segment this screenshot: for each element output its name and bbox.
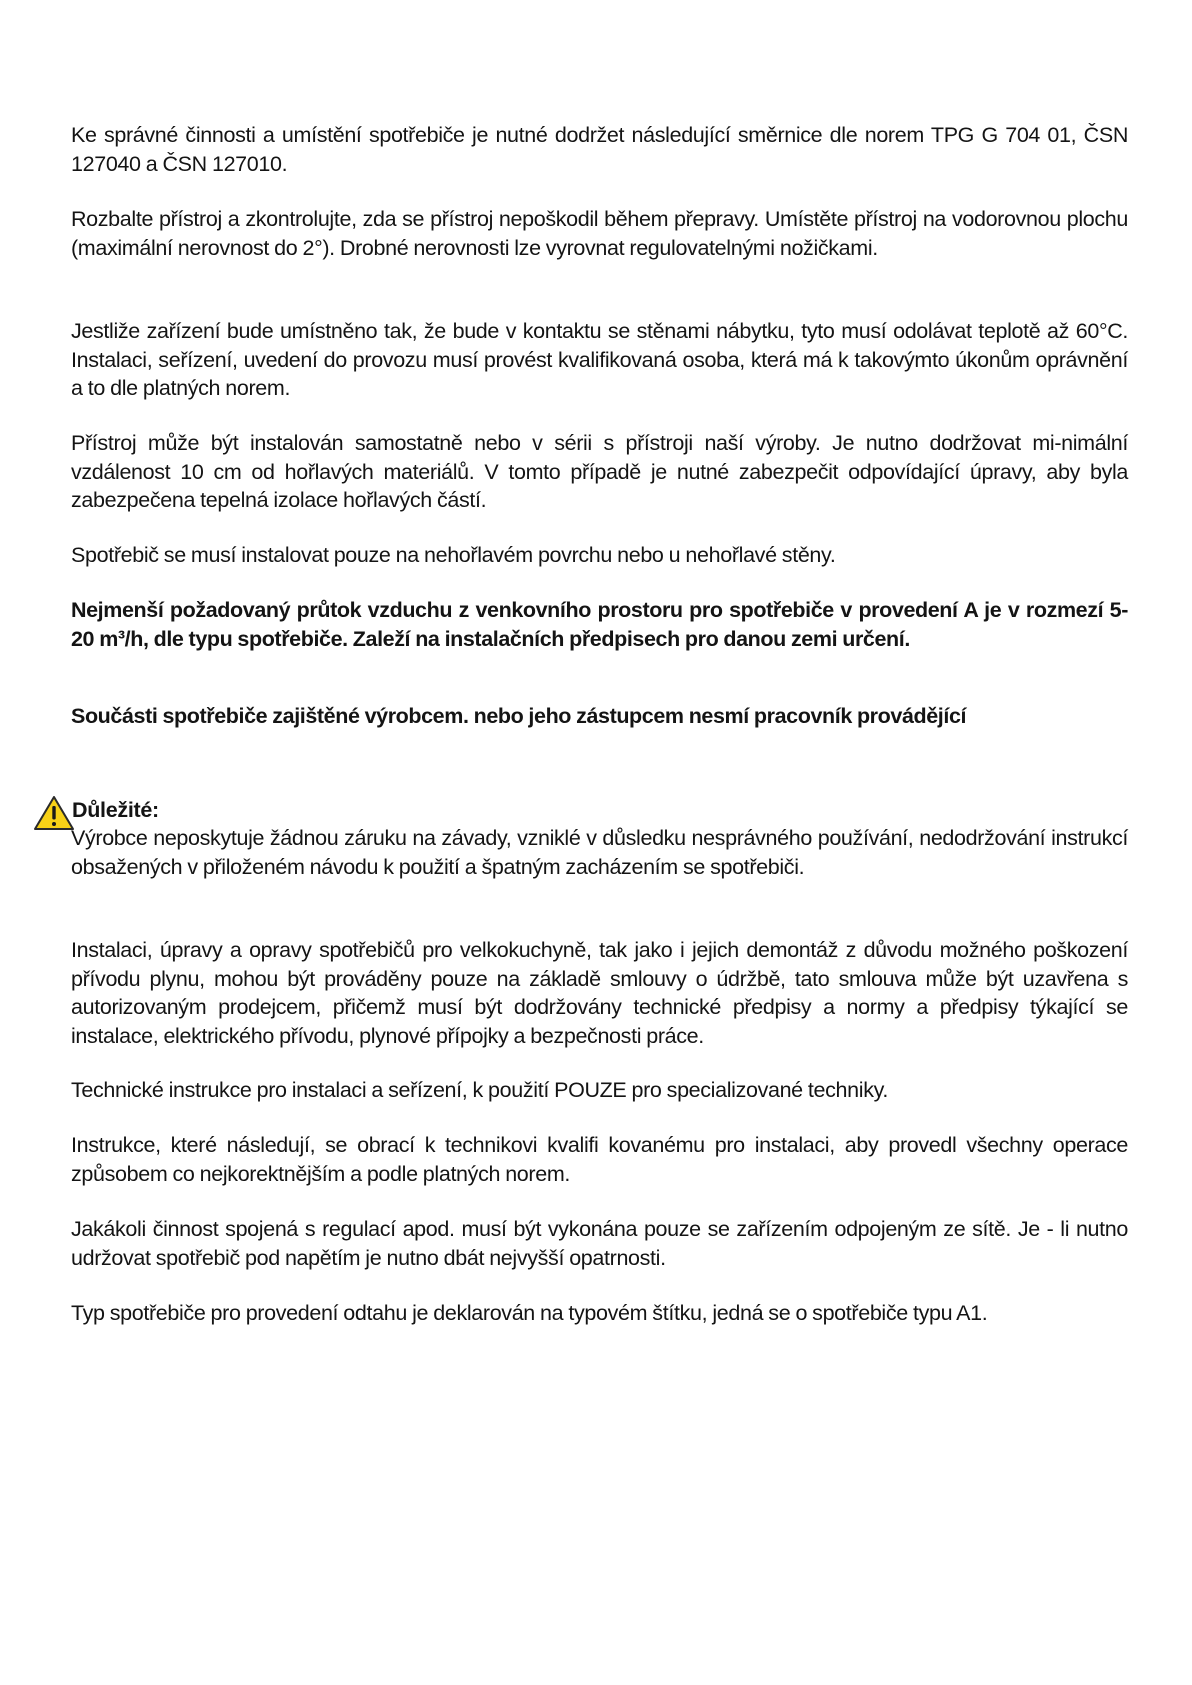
paragraph-unpacking: Rozbalte přístroj a zkontrolujte, zda se přístroj nepoškodil během přepravy. Umístěte přístroj na vodorovnou plochu (maximální nerovnost do 2°). Drobné nerovnosti lze vyrovnat regulovatelnými nožičkami. bbox=[71, 207, 1128, 260]
paragraph-qualified-technician: Instrukce, které následují, se obrací k technikovi kvalifi kovanému pro instalaci, aby provedl všechny operace způsobem co nejkorektnějším a podle platných norem. bbox=[71, 1133, 1128, 1186]
paragraph-wall-contact: Jestliže zařízení bude umístněno tak, že bude v kontaktu se stěnami nábytku, tyto musí odolávat teplotě až 60°C. Instalaci, seřízení, uvedení do provozu musí provést kvalifikovaná osoba, která má k takovýmto úkonům oprávnění a to dle platných norem. bbox=[71, 319, 1128, 400]
paragraph-manufacturer-parts: Součásti spotřebiče zajištěné výrobcem. nebo jeho zástupcem nesmí pracovník provádějící bbox=[71, 704, 967, 728]
paragraph-technical-instructions: Technické instrukce pro instalaci a seřízení, k použití POUZE pro specializované techniky. bbox=[71, 1078, 889, 1102]
paragraph-warranty: Výrobce neposkytuje žádnou záruku na závady, vzniklé v důsledku nesprávného používání, nedodržování instrukcí obsažených v přiloženém návodu k použití a špatným zacházením se spotřebiči. bbox=[71, 826, 1128, 879]
warning-triangle-icon bbox=[33, 795, 75, 831]
paragraph-installation-distance: Přístroj může být instalován samostatně nebo v sérii s přístroji naší výroby. Je nutno dodržovat mi-nimální vzdálenost 10 cm od hořlavých materiálů. V tomto případě je nutné zabezpečit odpovídající úpravy, aby byla zabezpečena tepelná izolace hořlavých částí. bbox=[71, 431, 1128, 512]
paragraph-service-contract: Instalaci, úpravy a opravy spotřebičů pro velkokuchyně, tak jako i jejich demontáž z důvodu možného poškození přívodu plynu, mohou být prováděny pouze na základě smlouvy o údržbě, tato smlouva může být uzavřena s autorizovaným prodejcem, přičemž musí být dodržovány technické předpisy a normy a předpisy týkající se instalace, elektrického přívodu, plynové přípojky a bezpečnosti práce. bbox=[71, 938, 1128, 1048]
paragraph-disconnect-power: Jakákoli činnost spojená s regulací apod. musí být vykonána pouze se zařízením odpojeným ze sítě. Je - li nutno udržovat spotřebič pod napětím je nutno dbát nejvyšší opatrnosti. bbox=[71, 1217, 1128, 1270]
paragraph-installation-norms: Ke správné činnosti a umístění spotřebiče je nutné dodržet následující směrnice dle norem TPG G 704 01, ČSN 127040 a ČSN 127010. bbox=[71, 123, 1128, 176]
paragraph-nonflammable-surface: Spotřebič se musí instalovat pouze na nehořlavém povrchu nebo u nehořlavé stěny. bbox=[71, 543, 836, 567]
important-heading: Důležité: bbox=[72, 798, 159, 822]
paragraph-air-flow: Nejmenší požadovaný průtok vzduchu z venkovního prostoru pro spotřebiče v provedení A je v rozmezí 5-20 m³/h, dle typu spotřebiče. Zaleží na instalačních předpisech pro danou zemi určení. bbox=[71, 598, 1128, 651]
paragraph-appliance-type: Typ spotřebiče pro provedení odtahu je deklarován na typovém štítku, jedná se o spotřebiče typu A1. bbox=[71, 1301, 988, 1325]
